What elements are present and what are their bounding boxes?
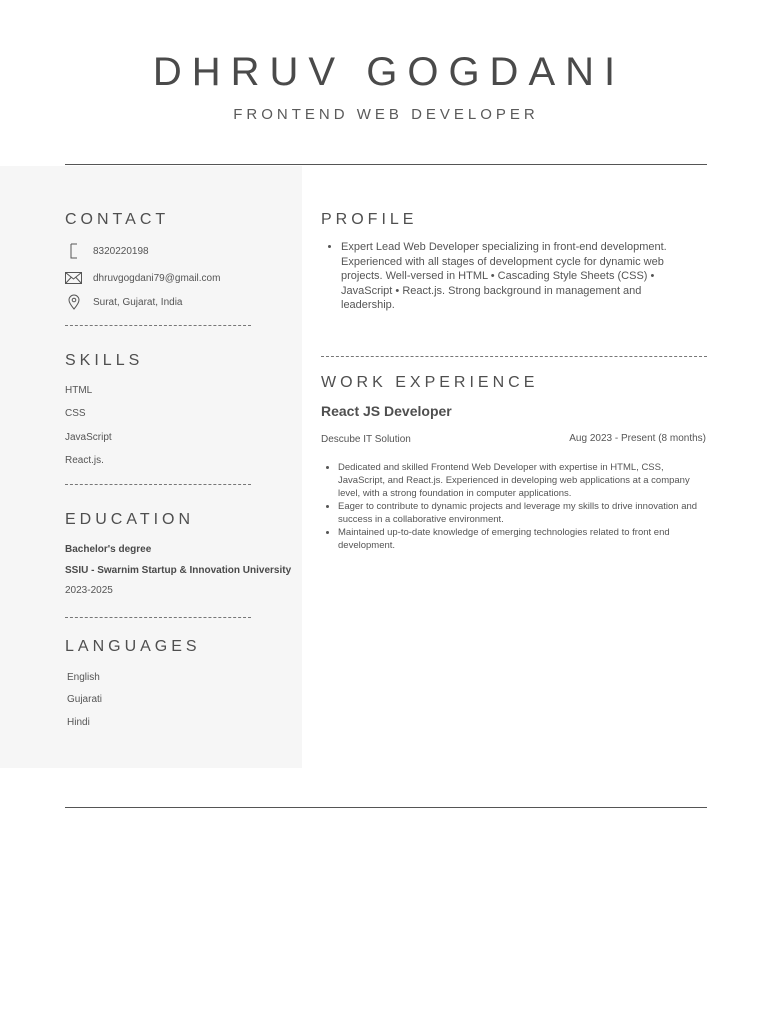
job-dates: Aug 2023 - Present (8 months) <box>569 433 706 444</box>
language-item: English <box>67 672 100 683</box>
contact-email <box>65 269 221 287</box>
experience-heading: WORK EXPERIENCE <box>321 374 539 391</box>
language-item: Hindi <box>67 717 90 728</box>
candidate-title: FRONTEND WEB DEVELOPER <box>233 106 539 123</box>
resume-header <box>0 0 768 166</box>
degree: Bachelor's degree <box>65 544 152 555</box>
phone-number: 8320220198 <box>93 245 149 257</box>
top-divider <box>65 164 707 165</box>
language-item: Gujarati <box>67 694 103 705</box>
phone-icon <box>65 243 82 259</box>
duty-item: • Maintained up-to-date knowledge of emerging technologies related to front end development. <box>338 526 706 552</box>
skills-divider <box>65 484 251 485</box>
candidate-name: DHRUV GOGDANI <box>152 50 626 94</box>
skill-item: React.js. <box>65 455 104 466</box>
skill-item: HTML <box>65 385 93 396</box>
school: SSIU - Swarnim Startup & Innovation University <box>65 565 292 576</box>
skill-item: JavaScript <box>65 432 112 443</box>
contact-location <box>65 293 183 311</box>
contact-phone <box>65 242 149 260</box>
profile-item: • Expert Lead Web Developer specializing in front-end development. Experienced with all stages of development cycle for dynamic web projects. Well-versed in HTML • Cascading Style Sheets (CSS) • JavaScript • React.js. Strong background in management and leadership. <box>341 240 693 313</box>
education-years: 2023-2025 <box>65 585 113 596</box>
contact-divider <box>65 325 251 326</box>
bottom-divider <box>65 807 707 808</box>
job-title: React JS Developer <box>321 403 452 419</box>
location-text: Surat, Gujarat, India <box>93 296 183 308</box>
contact-heading: CONTACT <box>65 211 170 228</box>
mail-icon <box>65 270 82 286</box>
profile-heading: PROFILE <box>321 211 418 228</box>
skills-heading: SKILLS <box>65 352 144 369</box>
duty-item: • Dedicated and skilled Frontend Web Developer with expertise in HTML, CSS, JavaScript, and React.js. Experienced in developing web applications at a company level, with a strong foundation in computer applications. <box>338 461 706 500</box>
email-address: dhruvgogdani79@gmail.com <box>93 272 221 284</box>
company-name: Descube IT Solution <box>321 434 411 445</box>
profile-list <box>321 240 693 313</box>
profile-divider <box>321 356 707 357</box>
job-duties <box>321 461 706 552</box>
location-pin-icon <box>65 294 82 310</box>
skill-item: CSS <box>65 408 86 419</box>
sidebar <box>0 166 302 768</box>
languages-heading: LANGUAGES <box>65 638 201 655</box>
education-heading: EDUCATION <box>65 511 195 528</box>
education-divider <box>65 617 251 618</box>
duty-item: • Eager to contribute to dynamic projects and leverage my skills to drive innovation and success in a collaborative environment. <box>338 500 706 526</box>
